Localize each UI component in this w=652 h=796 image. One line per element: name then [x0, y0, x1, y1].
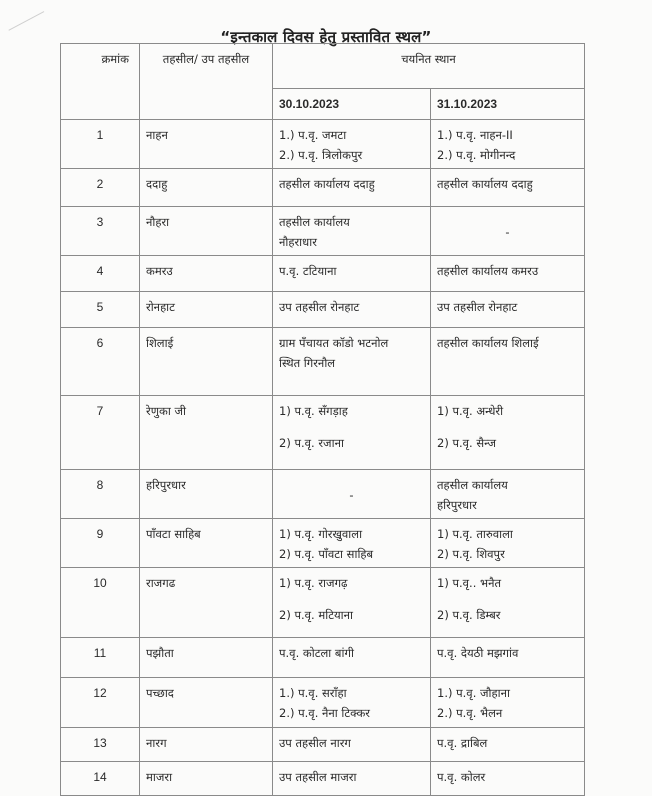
tehsil-cell: नौहरा: [140, 207, 273, 256]
place-line: तहसील कार्यालय शिलाई: [437, 336, 539, 350]
place-line: प.वृ. कोटला बांगी: [279, 646, 354, 660]
place-31-oct-cell: [431, 256, 585, 292]
tehsil-cell: कमरउ: [140, 256, 273, 292]
header-date-30: 30.10.2023: [273, 89, 431, 120]
place-line: प.वृ. देयठी मझगांव: [437, 646, 519, 660]
serial-cell: 10: [61, 568, 140, 638]
place-30-oct-cell: [273, 762, 431, 796]
table-row: [61, 678, 585, 728]
place-line: ग्राम पँचायत कॉडो भटनोल: [279, 336, 389, 350]
table-row: [61, 638, 585, 678]
table-row: [61, 256, 585, 292]
place-line: उप तहसील रोनहाट: [279, 300, 360, 314]
place-line: 1) प.वृ.. भनैत: [437, 576, 502, 590]
place-line: 2) प.वृ. पाँवटा साहिब: [279, 547, 374, 561]
serial-cell: 7: [61, 396, 140, 470]
tehsil-cell: पाँवटा साहिब: [140, 519, 273, 568]
tehsil-cell: रेणुका जी: [140, 396, 273, 470]
place-31-oct-cell: [431, 470, 585, 519]
proposed-sites-table: [60, 43, 585, 796]
place-line: 1) प.वृ. अन्धेरी: [437, 404, 504, 418]
place-line: उप तहसील रोनहाट: [437, 300, 518, 314]
header-serial: क्रमांक: [61, 44, 140, 120]
serial-cell: 1: [61, 120, 140, 169]
place-line: प.वृ. टटियाना: [279, 264, 337, 278]
tehsil-cell: माजरा: [140, 762, 273, 796]
table-row: [61, 207, 585, 256]
tehsil-cell: नारग: [140, 728, 273, 762]
place-line: 1.) प.वृ. जमटा: [279, 128, 347, 142]
place-line: हरिपुरधार: [437, 498, 477, 512]
place-31-oct-cell: [431, 568, 585, 638]
table-row: [61, 568, 585, 638]
place-line: 2.) प.वृ. भैलन: [437, 706, 503, 720]
serial-cell: 2: [61, 169, 140, 207]
place-30-oct-cell: [273, 207, 431, 256]
tehsil-cell: शिलाई: [140, 328, 273, 396]
place-line: 2.) प.वृ. नैना टिक्कर: [279, 706, 370, 720]
place-30-oct-cell: [273, 328, 431, 396]
place-line: तहसील कार्यालय ददाहु: [279, 177, 375, 191]
place-31-oct-cell: [431, 120, 585, 169]
serial-cell: 14: [61, 762, 140, 796]
serial-cell: 12: [61, 678, 140, 728]
place-line: प.वृ. कोलर: [437, 770, 486, 784]
table-row: [61, 762, 585, 796]
place-line: 2) प.वृ. रजाना: [279, 436, 344, 450]
header-selected-places: चयनित स्थान: [273, 44, 585, 89]
tehsil-cell: पच्छाद: [140, 678, 273, 728]
place-line: उप तहसील माजरा: [279, 770, 357, 784]
place-30-oct-cell: [273, 728, 431, 762]
place-31-oct-cell: [431, 678, 585, 728]
place-31-oct-cell: [431, 762, 585, 796]
place-31-oct-cell: [431, 638, 585, 678]
place-30-oct-cell: [273, 678, 431, 728]
tehsil-cell: राजगढ: [140, 568, 273, 638]
place-line: 2) प.वृ. सैन्ज: [437, 436, 497, 450]
place-line: नौहराधार: [279, 235, 317, 249]
table-row: [61, 169, 585, 207]
place-31-oct-cell: [431, 328, 585, 396]
place-30-oct-cell: [273, 396, 431, 470]
place-30-oct-cell: [273, 256, 431, 292]
tehsil-cell: पझौता: [140, 638, 273, 678]
serial-cell: 8: [61, 470, 140, 519]
place-line: तहसील कार्यालय कमरउ: [437, 264, 539, 278]
table-row: [61, 328, 585, 396]
place-line: 2) प.वृ. मटियाना: [279, 608, 354, 622]
place-30-oct-cell: [273, 169, 431, 207]
tehsil-cell: ददाहु: [140, 169, 273, 207]
place-line: तहसील कार्यालय: [437, 478, 508, 492]
place-31-oct-cell: [431, 292, 585, 328]
header-date-31: 31.10.2023: [431, 89, 585, 120]
place-30-oct-cell: [273, 292, 431, 328]
table-row: [61, 519, 585, 568]
place-line: तहसील कार्यालय: [279, 215, 350, 229]
serial-cell: 4: [61, 256, 140, 292]
place-30-oct-cell: [273, 519, 431, 568]
tehsil-cell: हरिपुरधार: [140, 470, 273, 519]
place-line: -: [349, 488, 354, 502]
place-line: उप तहसील नारग: [279, 736, 351, 750]
serial-cell: 3: [61, 207, 140, 256]
header-tehsil: तहसील/ उप तहसील: [140, 44, 273, 120]
place-31-oct-cell: [431, 396, 585, 470]
place-line: 1.) प.वृ. जौहाना: [437, 686, 510, 700]
place-line: 1.) प.वृ. नाहन-II: [437, 128, 513, 142]
place-30-oct-cell: [273, 470, 431, 519]
document-title: “इन्तकाल दिवस हेतु प्रस्तावित स्थल”: [220, 28, 432, 46]
table-row: [61, 728, 585, 762]
place-line: तहसील कार्यालय ददाहु: [437, 177, 533, 191]
serial-cell: 13: [61, 728, 140, 762]
place-30-oct-cell: [273, 568, 431, 638]
place-line: 2.) प.वृ. त्रिलोकपुर: [279, 148, 363, 162]
place-line: 2) प.वृ. डिम्बर: [437, 608, 501, 622]
place-31-oct-cell: [431, 207, 585, 256]
table-row: [61, 292, 585, 328]
place-line: -: [505, 225, 510, 239]
table-row: [61, 470, 585, 519]
tehsil-cell: रोनहाट: [140, 292, 273, 328]
serial-cell: 9: [61, 519, 140, 568]
place-line: 1) प.वृ. सँगड़ाह: [279, 404, 348, 418]
place-31-oct-cell: [431, 728, 585, 762]
place-31-oct-cell: [431, 519, 585, 568]
serial-cell: 6: [61, 328, 140, 396]
place-31-oct-cell: [431, 169, 585, 207]
place-line: 1) प.वृ. गोरखुवाला: [279, 527, 363, 541]
table-row: [61, 120, 585, 169]
table-row: [61, 396, 585, 470]
place-line: 1) प.वृ. राजगढ़: [279, 576, 348, 590]
place-line: 2.) प.वृ. मोगीनन्द: [437, 148, 516, 162]
place-line: 1.) प.वृ. सराँहा: [279, 686, 347, 700]
serial-cell: 5: [61, 292, 140, 328]
place-line: स्थित गिरनौल: [279, 356, 336, 370]
place-30-oct-cell: [273, 120, 431, 169]
place-30-oct-cell: [273, 638, 431, 678]
place-line: प.वृ. द्राबिल: [437, 736, 488, 750]
serial-cell: 11: [61, 638, 140, 678]
place-line: 2) प.वृ. शिवपुर: [437, 547, 505, 561]
tehsil-cell: नाहन: [140, 120, 273, 169]
place-line: 1) प.वृ. तारुवाला: [437, 527, 513, 541]
